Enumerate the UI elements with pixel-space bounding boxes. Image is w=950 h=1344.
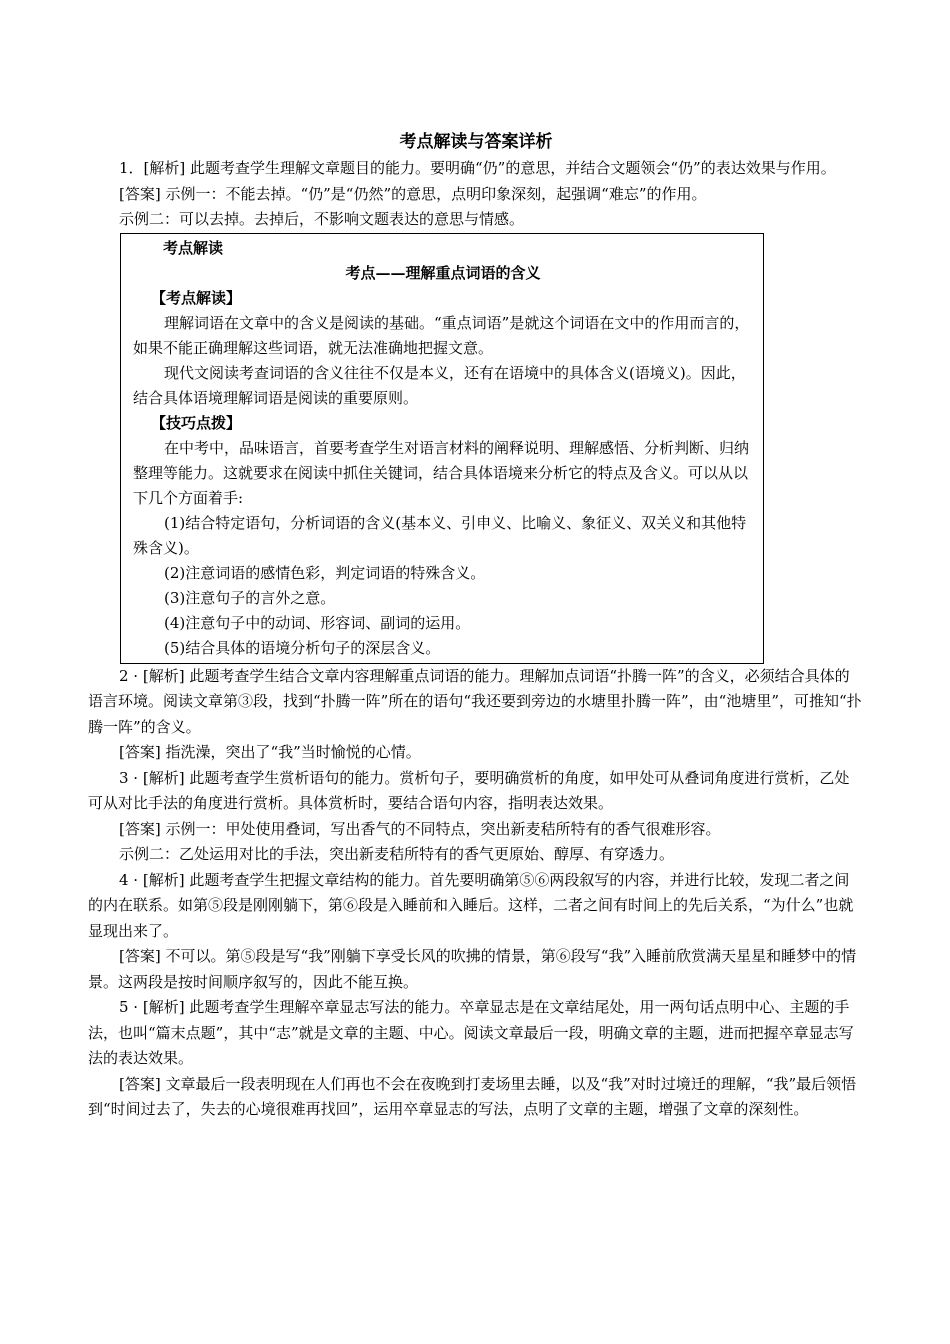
q2-answer: [答案] 指洗澡，突出了“我”当时愉悦的心情。 — [119, 743, 421, 761]
q3-analysis: 3 · [解析] 此题考查学生赏析语句的能力。赏析句子，要明确赏析的角度，如甲处可从叠词角度进行赏析，乙处可从对比手法的角度进行赏析。具体赏析时，要结合语句内容，指明表达效果。 — [88, 768, 850, 812]
tip-item: (4)注意句子中的动词、形容词、副词的运用。 — [164, 613, 471, 632]
tip-item: (3)注意句子的言外之意。 — [164, 588, 336, 607]
box-title: 考点——理解重点词语的含义 — [345, 263, 541, 282]
q2-analysis: 2 · [解析] 此题考查学生结合文章内容理解重点词语的能力。理解加点词语“扑腾一阵”的含义，必须结合具体的语言环境。阅读文章第③段，找到“扑腾一阵”所在的语句“我还要到旁边的水塘里扑腾一阵”，由“池塘里”，可推知“扑腾一阵”的含义。 — [88, 666, 862, 736]
box-paragraph: 现代文阅读考查词语的含义往往不仅是本义，还有在语境中的具体含义(语境义)。因此，结合具体语境理解词语是阅读的重要原则。 — [133, 363, 746, 407]
tip-item: (2)注意词语的感情色彩，判定词语的特殊含义。 — [164, 563, 486, 582]
box-paragraph: 在中考中，品味语言，首要考查学生对语言材料的阐释说明、理解感悟、分析判断、归纳整理等能力。这就要求在阅读中抓住关键词，结合具体语境来分析它的特点及含义。可以从以下几个方面着手: — [133, 438, 750, 507]
q3-answer: [答案] 示例一：甲处使用叠词，写出香气的不同特点，突出新麦秸所特有的香气很难形容。 — [119, 819, 721, 838]
answer-page — [88, 128, 864, 1123]
tip-item: (1)结合特定语句，分析词语的含义(基本义、引申义、比喻义、象征义、双关义和其他特殊含义)。 — [133, 513, 747, 557]
key-point-box — [120, 233, 764, 664]
q4-analysis: 4 · [解析] 此题考查学生把握文章结构的能力。首先要明确第⑤⑥两段叙写的内容，并进行比较，发现二者之间的内在联系。如第⑤段是刚刚躺下，第⑥段是入睡前和入睡后。这样，二者之间有时间上的先后关系，“为什么”也就显现出来了。 — [88, 870, 854, 940]
q1-answer-example2: 示例二：可以去掉。去掉后，不影响文题表达的意思与情感。 — [119, 210, 525, 228]
q1-analysis: 1．[解析] 此题考查学生理解文章题目的能力。要明确“仍”的意思，并结合文题领会“仍”的表达效果与作用。 — [119, 159, 836, 177]
q5-analysis: 5 · [解析] 此题考查学生理解卒章显志写法的能力。卒章显志是在文章结尾处，用一两句话点明中心、主题的手法，也叫“篇末点题”，其中“志”就是文章的主题、中心。阅读文章最后一段，明确文章的主题，进而把握卒章显志写法的表达效果。 — [88, 998, 854, 1067]
q5-answer: [答案] 文章最后一段表明现在人们再也不会在夜晚到打麦场里去睡，以及“我”对时过境迁的理解，“我”最后领悟到“时间过去了，失去的心境很难再找回”，运用卒章显志的写法，点明了文章的主题，增强了文章的深刻性。 — [88, 1074, 857, 1118]
tip-item: (5)结合具体的语境分析句子的深层含义。 — [164, 638, 441, 657]
page-title: 考点解读与答案详析 — [399, 132, 553, 152]
section-heading-interpretation: 【考点解读】 — [151, 288, 242, 307]
box-header: 考点解读 — [163, 238, 224, 257]
section-heading-tips: 【技巧点拨】 — [151, 413, 242, 432]
box-paragraph: 理解词语在文章中的含义是阅读的基础。“重点词语”是就这个词语在文中的作用而言的，如果不能正确理解这些词语，就无法准确地把握文意。 — [133, 313, 750, 357]
q1-answer: [答案] 示例一：不能去掉。“仍”是“仍然”的意思，点明印象深刻，起强调“难忘”的作用。 — [119, 184, 707, 203]
q3-answer-example2: 示例二：乙处运用对比的手法，突出新麦秸所特有的香气更原始、醇厚、有穿透力。 — [119, 845, 675, 863]
q4-answer: [答案] 不可以。第⑤段是写“我”刚躺下享受长风的吹拂的情景，第⑥段写“我”入睡前欣赏满天星星和睡梦中的情景。这两段是按时间顺序叙写的，因此不能互换。 — [88, 947, 857, 991]
